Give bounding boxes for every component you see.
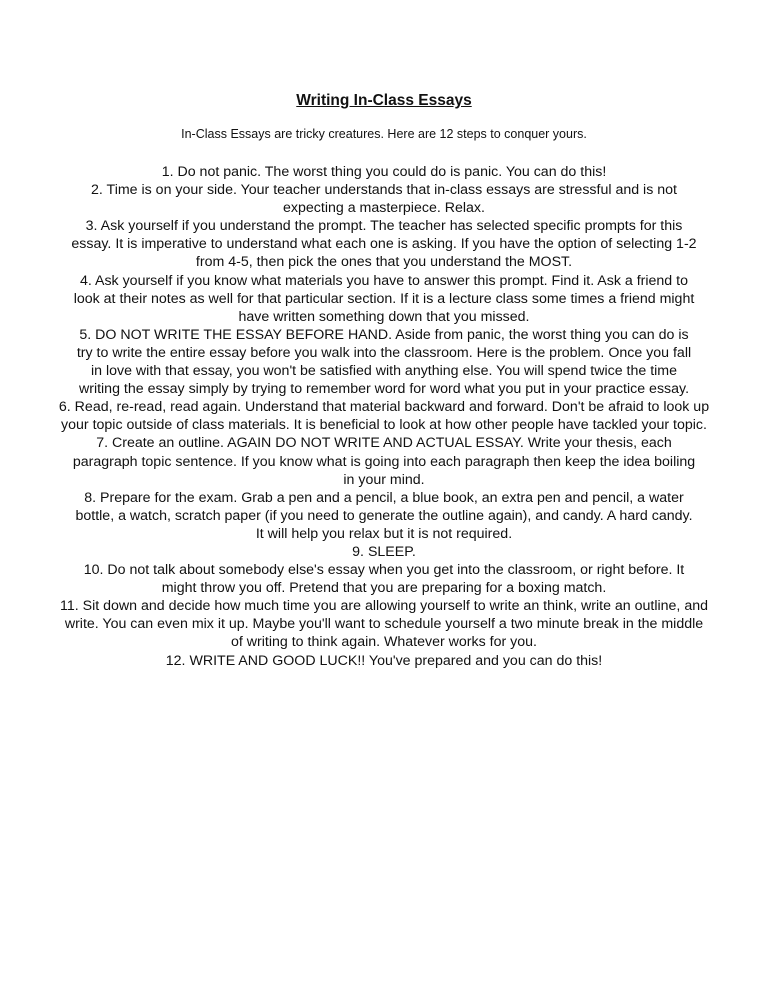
step-10: 10. Do not talk about somebody else's essay when you get into the classroom, or right before. It might throw you off. Pretend that you are preparing for a boxing match. bbox=[83, 562, 685, 597]
step-8: 8. Prepare for the exam. Grab a pen and a pencil, a blue book, an extra pen and pencil, a water bottle, a watch, scratch paper (if you need to generate the outline again), and candy. A hard candy. It will help you relax but it is not required. bbox=[75, 489, 693, 542]
step-11: 11. Sit down and decide how much time you are allowing yourself to write an think, write an outline, and write. You can even mix it up. Maybe you'll want to schedule yourself a two minute break in the middle of writing to think again. Whatever works for you. bbox=[60, 598, 708, 651]
step-2: 2. Time is on your side. Your teacher understands that in-class essays are stressful and is not expecting a masterpiece. Relax. bbox=[91, 182, 677, 217]
step-7: 7. Create an outline. AGAIN DO NOT WRITE AND ACTUAL ESSAY. Write your thesis, each paragraph topic sentence. If you know what is going into each paragraph then keep the idea boiling in your mind. bbox=[72, 435, 696, 488]
step-6: 6. Read, re-read, read again. Understand that material backward and forward. Don't be afraid to look up your topic outside of class materials. It is beneficial to look at how other people have tackled your topic. bbox=[58, 399, 710, 434]
step-3: 3. Ask yourself if you understand the prompt. The teacher has selected specific prompts for this essay. It is imperative to understand what each one is asking. If you have the option of selecting 1-2 from 4-5, then pick the ones that you understand the MOST. bbox=[71, 218, 697, 271]
intro-text: In-Class Essays are tricky creatures. Here are 12 steps to conquer yours. bbox=[181, 127, 587, 141]
step-1: 1. Do not panic. The worst thing you could do is panic. You can do this! bbox=[161, 164, 607, 180]
step-5: 5. DO NOT WRITE THE ESSAY BEFORE HAND. Aside from panic, the worst thing you can do is try to write the entire essay before you walk into the classroom. Here is the problem. Once you fall in love with that essay, you won't be satisfied with anything else. You will spend twice the time writing the essay simply by trying to remember word for word what you put in your practice essay. bbox=[76, 326, 692, 398]
step-9: 9. SLEEP. bbox=[352, 543, 416, 560]
step-4: 4. Ask yourself if you know what materials you have to answer this prompt. Find it. Ask a friend to look at their notes as well for that particular section. If it is a lecture class some times a friend might have written something down that you missed. bbox=[73, 272, 695, 325]
step-12: 12. WRITE AND GOOD LUCK!! You've prepared and you can do this! bbox=[165, 652, 603, 669]
document-title: Writing In-Class Essays bbox=[296, 92, 472, 109]
steps-list bbox=[58, 163, 710, 670]
